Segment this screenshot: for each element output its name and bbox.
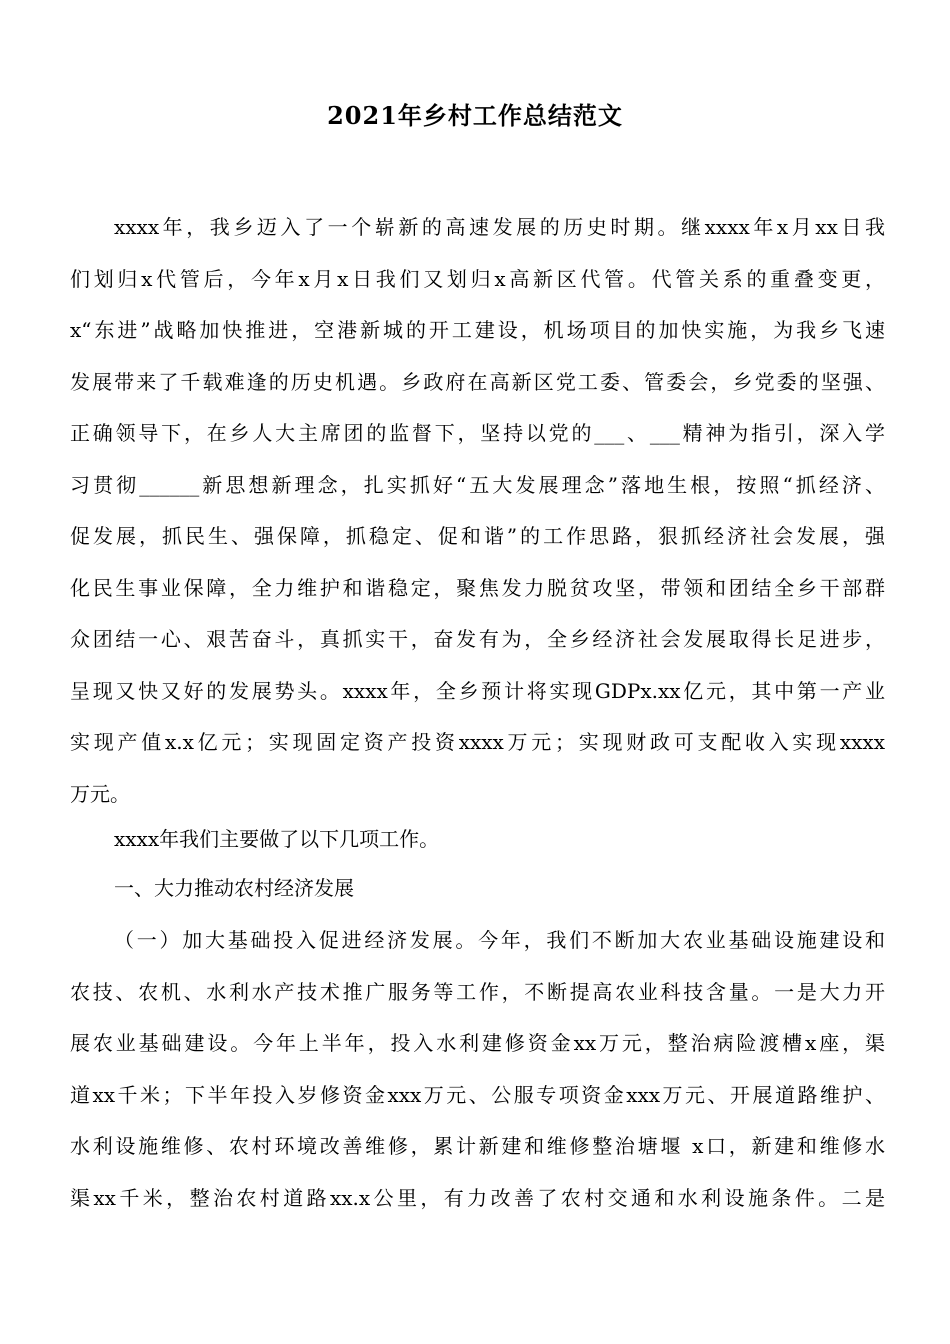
paragraph-line: 呈现又快又好的发展势头。xxxx年，全乡预计将实现GDPx.xx亿元，其中第一产业 <box>70 678 885 703</box>
paragraph-line: xxxx年，我乡迈入了一个崭新的高速发展的历史时期。继xxxx年x月xx日我 <box>114 215 885 239</box>
paragraph-line: 众团结一心、艰苦奋斗，真抓实干，奋发有为，全乡经济社会发展取得长足进步， <box>70 627 885 651</box>
paragraph-intro <box>70 202 885 820</box>
paragraph-line: （一）加大基础投入促进经济发展。今年，我们不断加大农业基础设施建设和 <box>114 928 885 952</box>
paragraph-line: 化民生事业保障，全力维护和谐稳定，聚焦发力脱贫攻坚，带领和团结全乡干部群 <box>70 575 885 600</box>
paragraph-line: x“东进”战略加快推进，空港新城的开工建设，机场项目的加快实施，为我乡飞速 <box>70 318 885 342</box>
paragraph-line: 万元。 <box>70 781 130 806</box>
paragraph-line: 水利设施维修、农村环境改善维修，累计新建和维修整治塘堰 x口，新建和维修水 <box>70 1134 885 1158</box>
section-heading <box>70 863 885 915</box>
paragraph-line: 发展带来了千载难逢的历史机遇。乡政府在高新区党工委、管委会，乡党委的坚强、 <box>70 369 885 394</box>
paragraph-line: 正确领导下，在乡人大主席团的监督下，坚持以党的___、___精神为指引，深入学 <box>70 421 885 445</box>
paragraph-infrastructure <box>70 915 885 1224</box>
paragraph-line: 促发展，抓民生、强保障，抓稳定、促和谐”的工作思路，狠抓经济社会发展，强 <box>70 524 885 548</box>
paragraph-line: xxxx年我们主要做了以下几项工作。 <box>114 827 440 851</box>
paragraph-work-intro <box>70 814 885 866</box>
paragraph-line: 渠xx千米，整治农村道路xx.x公里，有力改善了农村交通和水利设施条件。二是 <box>70 1185 885 1210</box>
paragraph-line: 习贯彻______新思想新理念，扎实抓好“五大发展理念”落地生根，按照“抓经济、 <box>70 472 885 497</box>
paragraph-line: 展农业基础建设。今年上半年，投入水利建修资金xx万元，整治病险渡槽x座，渠 <box>70 1031 885 1055</box>
heading-line: 一、大力推动农村经济发展 <box>114 876 354 900</box>
paragraph-line: 农技、农机、水利水产技术推广服务等工作，不断提高农业科技含量。一是大力开 <box>70 979 885 1004</box>
document-title: 2021年乡村工作总结范文 <box>327 101 623 130</box>
paragraph-line: 实现产值x.x亿元；实现固定资产投资xxxx万元；实现财政可支配收入实现xxxx <box>70 730 885 754</box>
paragraph-line: 道xx千米；下半年投入岁修资金xxx万元、公服专项资金xxx万元、开展道路维护、 <box>70 1082 885 1107</box>
paragraph-line: 们划归x代管后，今年x月x日我们又划归x高新区代管。代管关系的重叠变更， <box>70 266 885 291</box>
